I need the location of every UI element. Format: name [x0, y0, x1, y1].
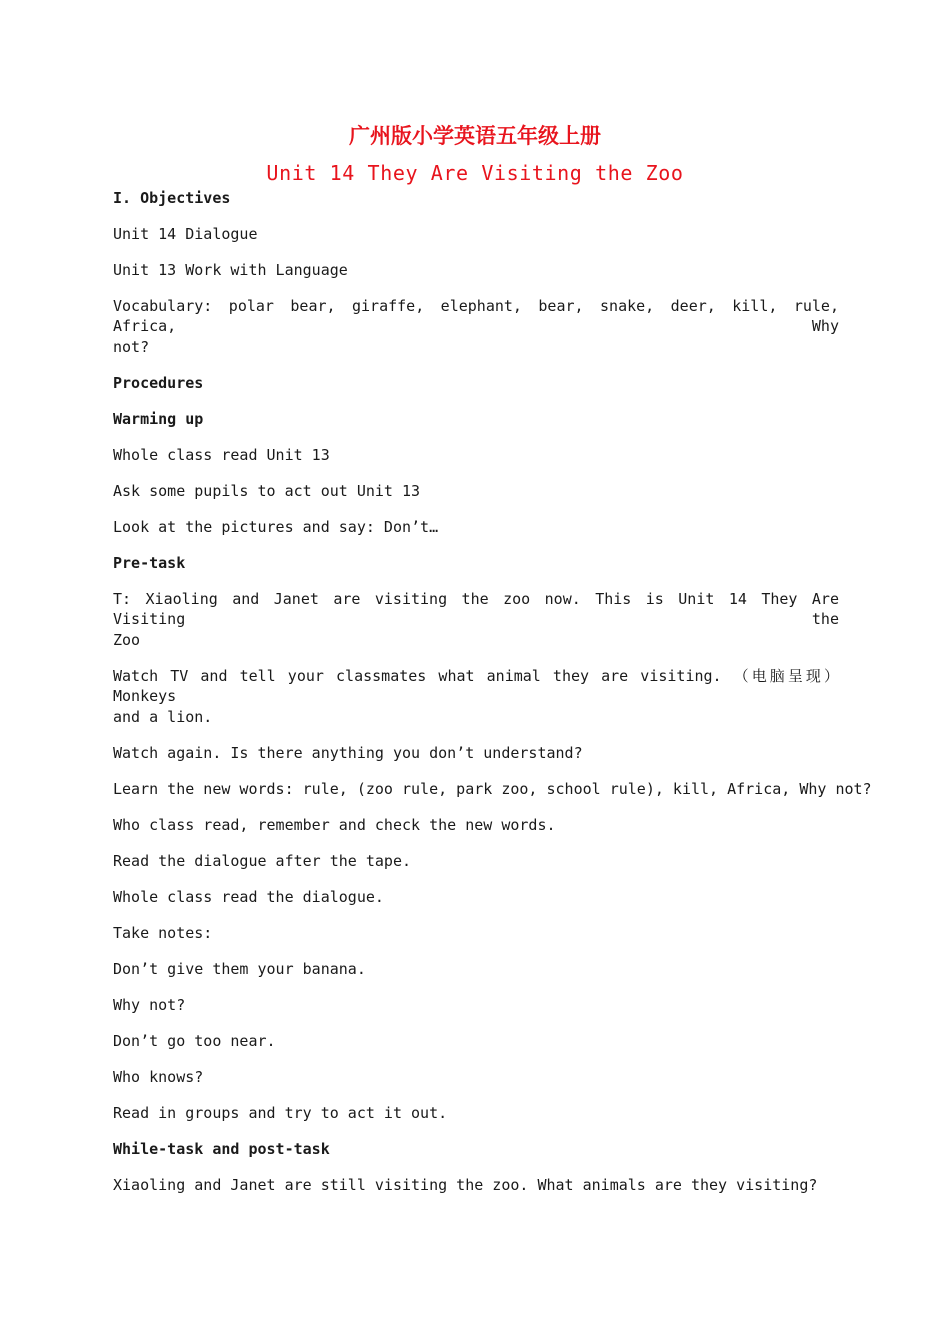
document-title-english: Unit 14 They Are Visiting the Zoo: [266, 161, 684, 185]
vocabulary-line: Vocabulary: polar bear, giraffe, elephant, bear, snake, deer, kill, rule, Africa, Why: [113, 297, 839, 335]
pre-task-step: Learn the new words: rule, (zoo rule, park zoo, school rule), kill, Africa, Why not?: [113, 780, 872, 798]
pre-task-step: Watch TV and tell your classmates what animal they are visiting. （电脑呈现）Monkeys: [113, 667, 839, 705]
pre-task-note: Who knows?: [113, 1068, 204, 1086]
pre-task-step: T: Xiaoling and Janet are visiting the zoo now. This is Unit 14 They Are Visiting the: [113, 590, 839, 628]
pre-task-step-continued: and a lion.: [113, 708, 213, 726]
warming-up-step: Whole class read Unit 13: [113, 446, 330, 464]
pre-task-step: Watch again. Is there anything you don’t understand?: [113, 744, 583, 762]
pre-task-step: Whole class read the dialogue.: [113, 888, 384, 906]
pre-task-step: Read the dialogue after the tape.: [113, 852, 412, 870]
document-title-chinese: 广州版小学英语五年级上册: [349, 124, 601, 148]
while-task-step: Xiaoling and Janet are still visiting the zoo. What animals are they visiting?: [113, 1176, 818, 1194]
procedures-heading: Procedures: [113, 374, 204, 392]
pre-task-note: Don’t give them your banana.: [113, 960, 366, 978]
pre-task-step: Take notes:: [113, 924, 213, 942]
pre-task-note: Why not?: [113, 996, 186, 1014]
warming-up-step: Ask some pupils to act out Unit 13: [113, 482, 421, 500]
warming-up-step: Look at the pictures and say: Don’t…: [113, 518, 439, 536]
vocabulary-line-continued: not?: [113, 338, 150, 356]
pre-task-step: Who class read, remember and check the new words.: [113, 816, 556, 834]
objectives-heading: I. Objectives: [113, 189, 231, 207]
while-task-heading: While-task and post-task: [113, 1140, 330, 1158]
objective-line-work: Unit 13 Work with Language: [113, 261, 348, 279]
pre-task-step: Read in groups and try to act it out.: [113, 1104, 448, 1122]
warming-up-heading: Warming up: [113, 410, 204, 428]
objective-line-dialogue: Unit 14 Dialogue: [113, 225, 258, 243]
pre-task-heading: Pre-task: [113, 554, 186, 572]
pre-task-note: Don’t go too near.: [113, 1032, 276, 1050]
pre-task-step-continued: Zoo: [113, 631, 141, 649]
